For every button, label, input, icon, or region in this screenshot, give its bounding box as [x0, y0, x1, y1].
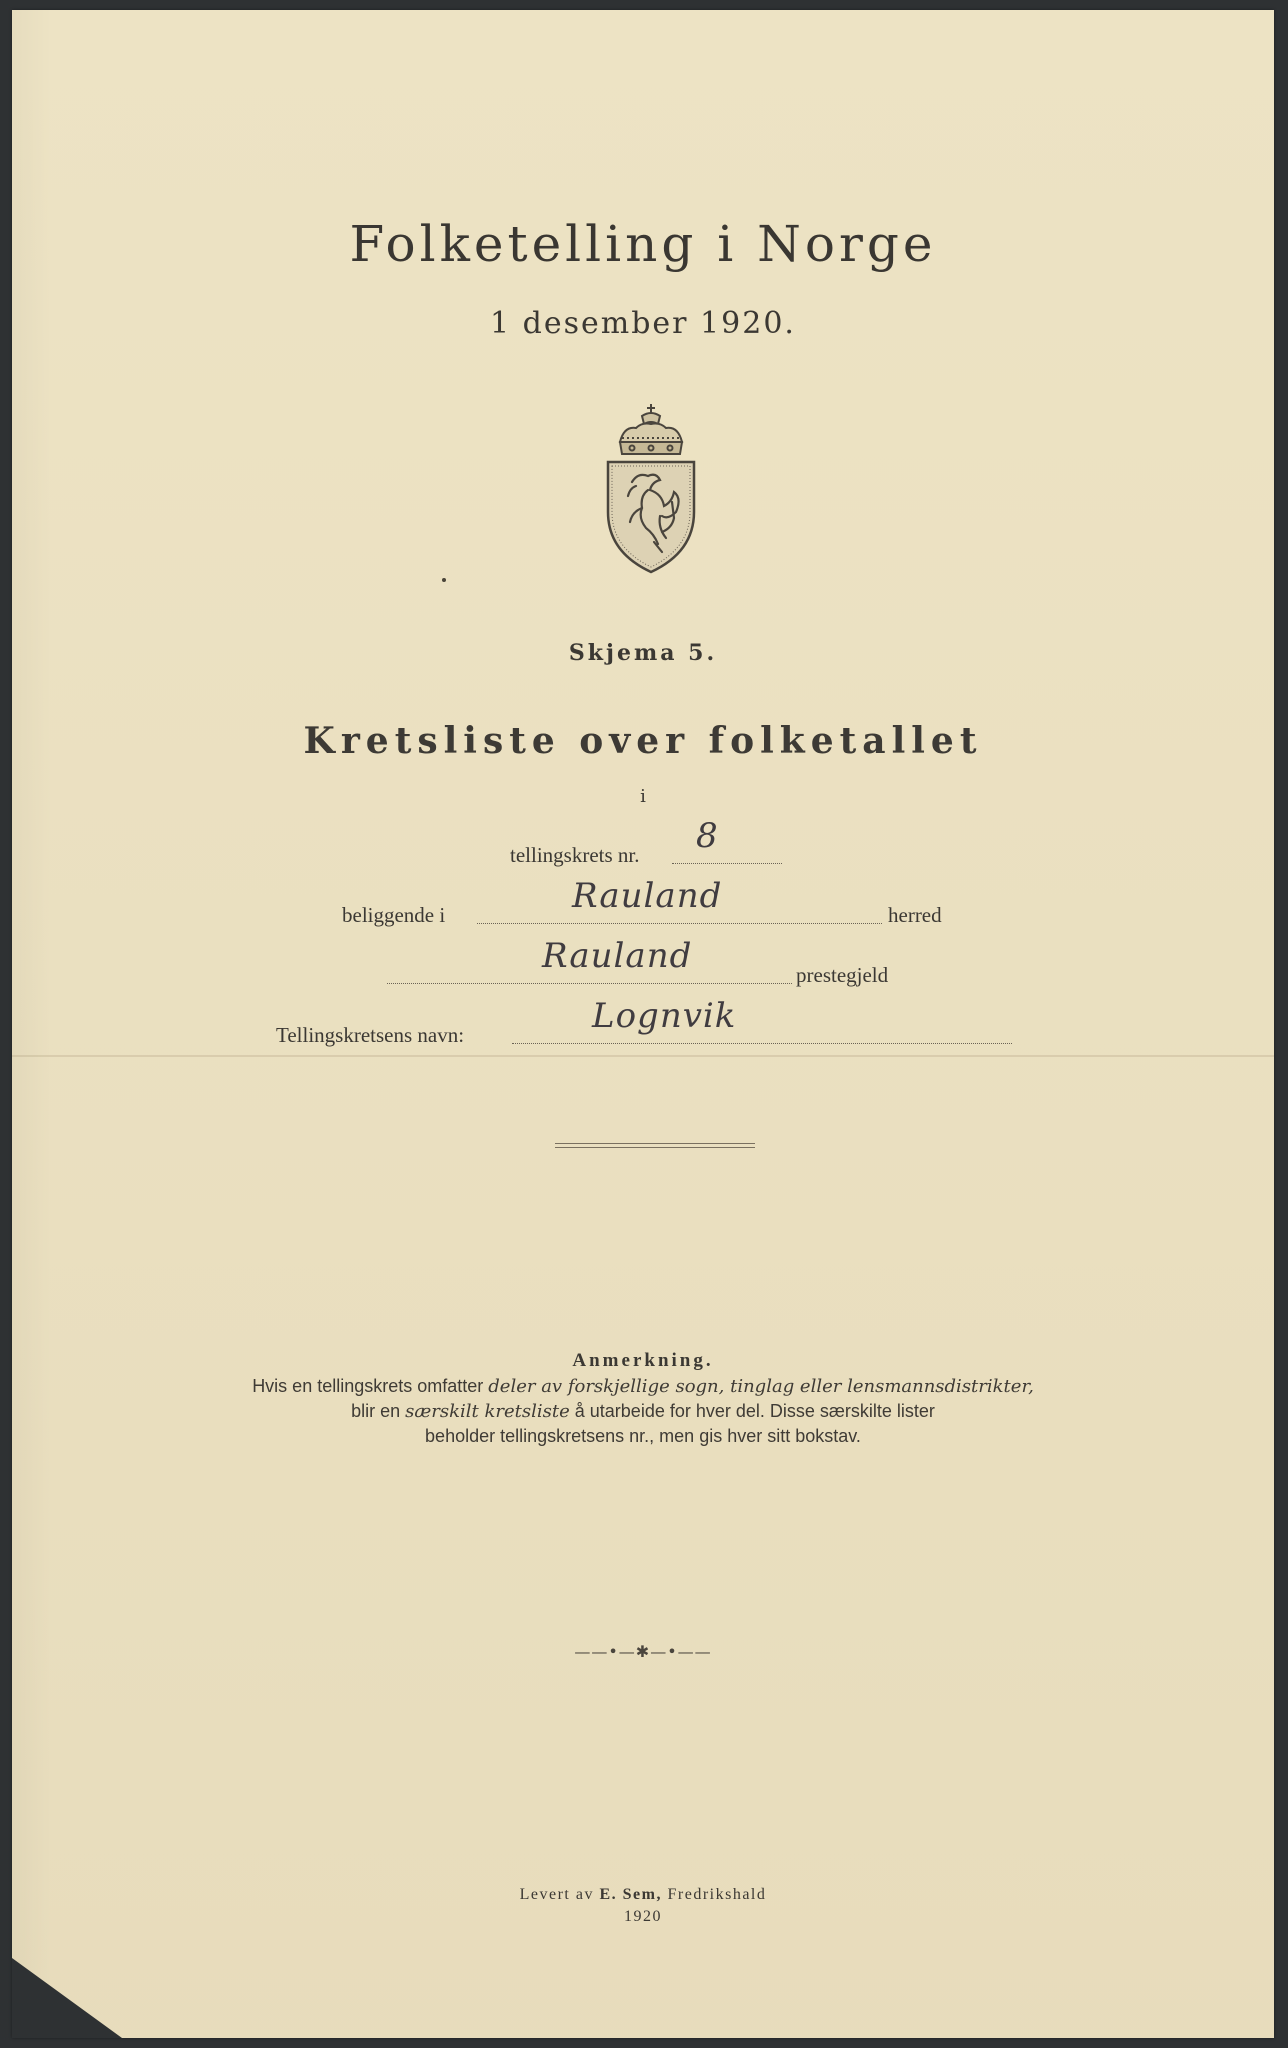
district-name-label: Tellingskretsens navn:	[276, 1023, 465, 1047]
printer-prefix: Levert av	[519, 1886, 600, 1903]
page-title: Folketelling i Norge	[349, 215, 937, 273]
district-number-value: 8	[696, 816, 719, 856]
printer-credit	[12, 1886, 1274, 1904]
torn-corner	[12, 1958, 122, 2038]
note-line-2-text-b: å utarbeide for hver del. Disse særskilte lister	[569, 1401, 935, 1421]
parish-value: Rauland	[542, 936, 693, 976]
paper-fold	[12, 1055, 1274, 1057]
form-subtitle: Kretsliste over folketallet	[303, 720, 983, 762]
schema-number: Skjema 5.	[568, 640, 718, 666]
ink-speck	[442, 578, 446, 582]
district-name-value: Lognvik	[592, 996, 737, 1036]
note-line-1	[12, 1374, 1274, 1399]
ornament-divider: ——•—✱—•——	[574, 1642, 712, 1661]
double-rule-divider	[555, 1143, 755, 1148]
district-number-line	[672, 863, 782, 864]
note-line-1-emphasis: deler av forskjellige sogn, tinglag eller lensmannsdistrikter,	[488, 1376, 1034, 1397]
located-line	[477, 923, 882, 924]
note-line-2-text-a: blir en	[351, 1401, 406, 1421]
herred-label: herred	[888, 903, 942, 927]
note-line-3: beholder tellingskretsens nr., men gis hver sitt bokstav.	[425, 1426, 861, 1446]
printer-name: E. Sem,	[599, 1886, 662, 1903]
note-line-2	[12, 1399, 1274, 1424]
note-line-2-emphasis: særskilt kretsliste	[405, 1401, 570, 1422]
located-label: beliggende i	[342, 903, 446, 927]
note-line-1-text: Hvis en tellingskrets omfatter	[252, 1376, 489, 1396]
located-value: Rauland	[572, 876, 723, 916]
parish-line	[387, 983, 792, 984]
census-form-page	[12, 10, 1274, 2038]
preposition-i: i	[640, 786, 646, 807]
census-date: 1 desember 1920.	[490, 306, 796, 341]
print-year: 1920	[624, 1908, 662, 1925]
district-number-label: tellingskrets nr.	[510, 843, 640, 867]
printer-place: Fredrikshald	[661, 1886, 767, 1903]
note-title: Anmerkning.	[572, 1350, 714, 1371]
norwegian-coat-of-arms-icon	[602, 402, 700, 574]
district-name-line	[512, 1043, 1012, 1044]
parish-label: prestegjeld	[796, 963, 889, 987]
